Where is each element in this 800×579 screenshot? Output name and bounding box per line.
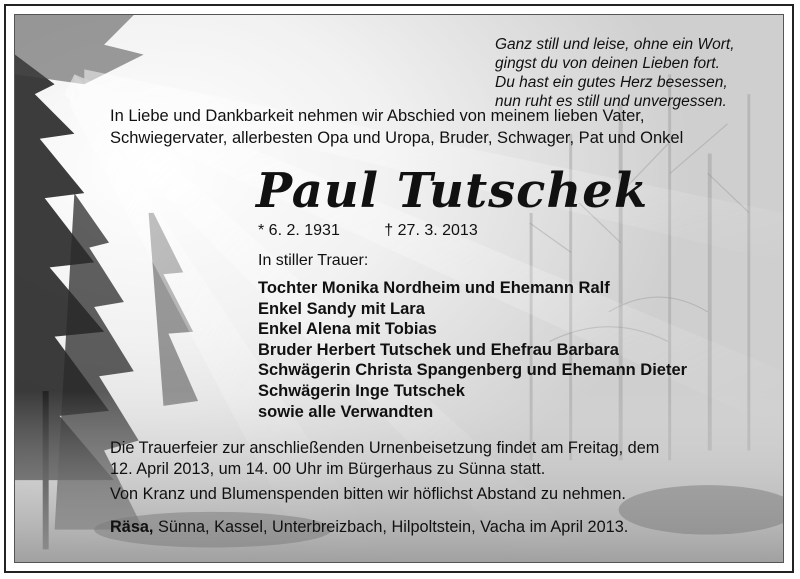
funeral-details [110,438,782,479]
funeral-line: Die Trauerfeier zur anschließenden Urnenbeisetzung findet am Freitag, dem [110,439,660,457]
funeral-line: 12. April 2013, um 14. 00 Uhr im Bürgerhaus zu Sünna statt. [110,459,546,478]
mourner-entry: Schwägerin Inge Tutschek [258,381,465,400]
death-date: † 27. 3. 2013 [384,222,478,239]
first-place: Räsa, [110,518,154,536]
flowers-note: Von Kranz und Blumenspenden bitten wir höflichst Abstand zu nehmen. [110,485,626,503]
mourner-entry: Enkel Alena mit Tobias [258,320,437,339]
memorial-poem [495,35,757,111]
birth-date: * 6. 2. 1931 [258,222,340,239]
life-dates [258,222,478,240]
poem-line: Du hast ein gutes Herz besessen, [495,74,728,91]
mourner-entry: Tochter Monika Nordheim und Ehemann Ralf [258,279,610,297]
mourner-entry: sowie alle Verwandten [258,402,434,421]
mourners-list [258,278,687,422]
mourner-entry: Enkel Sandy mit Lara [258,299,425,318]
poem-line: gingst du von deinen Lieben fort. [495,55,720,72]
mourners-heading: In stiller Trauer: [258,252,369,269]
intro-line: In Liebe und Dankbarkeit nehmen wir Abschied von meinem lieben Vater, [110,107,645,125]
intro-line: Schwiegervater, allerbesten Opa und Uropa, Bruder, Schwager, Pat und Onkel [110,129,684,147]
mourner-entry: Schwägerin Christa Spangenberg und Ehemann Dieter [258,361,688,380]
poem-line: nun ruht es still und unvergessen. [495,93,727,110]
places-and-date [110,518,628,537]
mourner-entry: Bruder Herbert Tutschek und Ehefrau Barbara [258,340,619,359]
poem-line: Ganz still und leise, ohne ein Wort, [495,36,735,53]
deceased-name: Paul Tutschek [256,163,649,219]
other-places: Sünna, Kassel, Unterbreizbach, Hilpoltstein, Vacha im April 2013. [153,518,629,536]
farewell-intro [110,105,778,149]
